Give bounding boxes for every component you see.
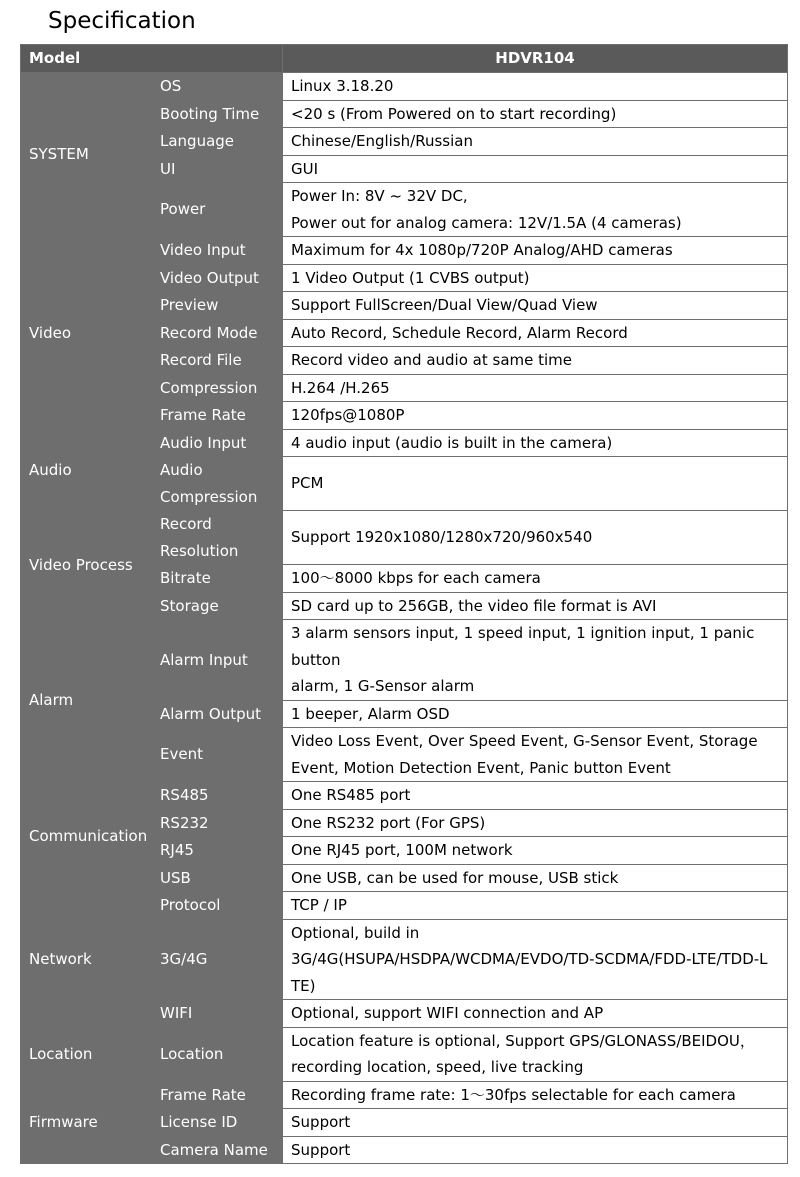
value-cell: Support (283, 1136, 788, 1164)
value-cell: <20 s (From Powered on to start recording) (283, 100, 788, 128)
value-cell: One RJ45 port, 100M network (283, 837, 788, 865)
table-row (21, 73, 788, 101)
table-row (21, 782, 788, 810)
table-header-row (21, 45, 788, 73)
feature-cell: Language (152, 128, 283, 156)
table-row (21, 1081, 788, 1109)
table-row (21, 429, 788, 457)
specification-table (20, 44, 788, 1164)
table-row (21, 511, 788, 565)
feature-cell: Booting Time (152, 100, 283, 128)
page-title: Specification (48, 8, 196, 34)
value-line: Event, Motion Detection Event, Panic button Event (291, 758, 671, 777)
feature-line: Record (160, 515, 212, 533)
feature-line: Audio (160, 461, 203, 479)
value-cell: Record video and audio at same time (283, 347, 788, 375)
category-cell: Audio (21, 429, 152, 511)
value-cell: PCM (283, 457, 788, 511)
value-cell (283, 620, 788, 701)
value-cell: Optional, support WIFI connection and AP (283, 1000, 788, 1028)
feature-cell (152, 511, 283, 565)
specification-body (21, 73, 788, 1164)
value-line: Power out for analog camera: 12V/1.5A (4 cameras) (291, 213, 682, 232)
feature-cell: Location (152, 1027, 283, 1081)
value-line: 3G/4G(HSUPA/HSDPA/WCDMA/EVDO/TD-SCDMA/FDD-LTE/TDD-L (291, 950, 768, 968)
value-cell: Recording frame rate: 1～30fps selectable for each camera (283, 1081, 788, 1109)
value-cell: One USB, can be used for mouse, USB stick (283, 864, 788, 892)
feature-cell: Frame Rate (152, 1081, 283, 1109)
value-cell: SD card up to 256GB, the video file format is AVI (283, 592, 788, 620)
value-line: TE) (291, 976, 316, 995)
category-cell: Video Process (21, 511, 152, 620)
feature-cell: USB (152, 864, 283, 892)
value-line: Power In: 8V ~ 32V DC, (291, 187, 468, 205)
feature-cell: Compression (152, 374, 283, 402)
value-cell (283, 919, 788, 1000)
feature-cell: RS485 (152, 782, 283, 810)
feature-cell: Storage (152, 592, 283, 620)
value-cell (283, 728, 788, 782)
feature-cell: WIFI (152, 1000, 283, 1028)
feature-cell: UI (152, 155, 283, 183)
value-cell: Support 1920x1080/1280x720/960x540 (283, 511, 788, 565)
value-cell: GUI (283, 155, 788, 183)
value-line: Location feature is optional, Support GPS/GLONASS/BEIDOU， (291, 1031, 755, 1050)
feature-cell: Event (152, 728, 283, 782)
category-cell: Alarm (21, 620, 152, 782)
value-cell (283, 1027, 788, 1081)
value-cell: 1 Video Output (1 CVBS output) (283, 264, 788, 292)
category-cell: Location (21, 1027, 152, 1081)
value-cell: Support FullScreen/Dual View/Quad View (283, 292, 788, 320)
feature-cell: Record File (152, 347, 283, 375)
feature-cell: License ID (152, 1109, 283, 1137)
value-line: 3 alarm sensors input, 1 speed input, 1 ignition input, 1 panic button (291, 624, 755, 669)
category-cell: Communication (21, 782, 152, 892)
value-cell (283, 183, 788, 237)
value-line: Optional, build in (291, 923, 420, 942)
value-line: recording location, speed, live tracking (291, 1058, 584, 1076)
feature-cell: Video Input (152, 237, 283, 265)
feature-cell: Frame Rate (152, 402, 283, 430)
feature-cell: Camera Name (152, 1136, 283, 1164)
feature-cell: Bitrate (152, 565, 283, 593)
feature-cell: 3G/4G (152, 919, 283, 1000)
value-cell: One RS232 port (For GPS) (283, 809, 788, 837)
value-cell: Support (283, 1109, 788, 1137)
value-line: alarm, 1 G-Sensor alarm (291, 677, 475, 695)
category-cell: SYSTEM (21, 73, 152, 237)
feature-cell: Protocol (152, 892, 283, 920)
category-cell: Network (21, 892, 152, 1028)
value-cell: H.264 /H.265 (283, 374, 788, 402)
value-cell: Auto Record, Schedule Record, Alarm Record (283, 319, 788, 347)
feature-cell: OS (152, 73, 283, 101)
value-cell: 4 audio input (audio is built in the camera) (283, 429, 788, 457)
feature-line: Compression (160, 487, 258, 506)
value-cell: One RS485 port (283, 782, 788, 810)
feature-cell (152, 457, 283, 511)
category-cell: Firmware (21, 1081, 152, 1164)
value-cell: Chinese/English/Russian (283, 128, 788, 156)
model-header-value: HDVR104 (283, 45, 788, 73)
feature-cell: RJ45 (152, 837, 283, 865)
feature-cell: Power (152, 183, 283, 237)
value-cell: 100～8000 kbps for each camera (283, 565, 788, 593)
value-cell: TCP / IP (283, 892, 788, 920)
value-cell: Maximum for 4x 1080p/720P Analog/AHD cameras (283, 237, 788, 265)
feature-cell: Record Mode (152, 319, 283, 347)
value-cell: 1 beeper, Alarm OSD (283, 700, 788, 728)
category-cell: Video (21, 237, 152, 430)
feature-cell: RS232 (152, 809, 283, 837)
feature-cell: Alarm Output (152, 700, 283, 728)
feature-line: Resolution (160, 541, 239, 560)
table-row (21, 237, 788, 265)
value-line: Video Loss Event, Over Speed Event, G-Sensor Event, Storage (291, 732, 758, 750)
feature-cell: Video Output (152, 264, 283, 292)
value-cell: 120fps@1080P (283, 402, 788, 430)
feature-cell: Preview (152, 292, 283, 320)
table-row (21, 1027, 788, 1081)
model-header-label: Model (21, 45, 283, 73)
feature-cell: Alarm Input (152, 620, 283, 701)
value-cell: Linux 3.18.20 (283, 73, 788, 101)
table-row (21, 892, 788, 920)
feature-cell: Audio Input (152, 429, 283, 457)
table-row (21, 620, 788, 701)
